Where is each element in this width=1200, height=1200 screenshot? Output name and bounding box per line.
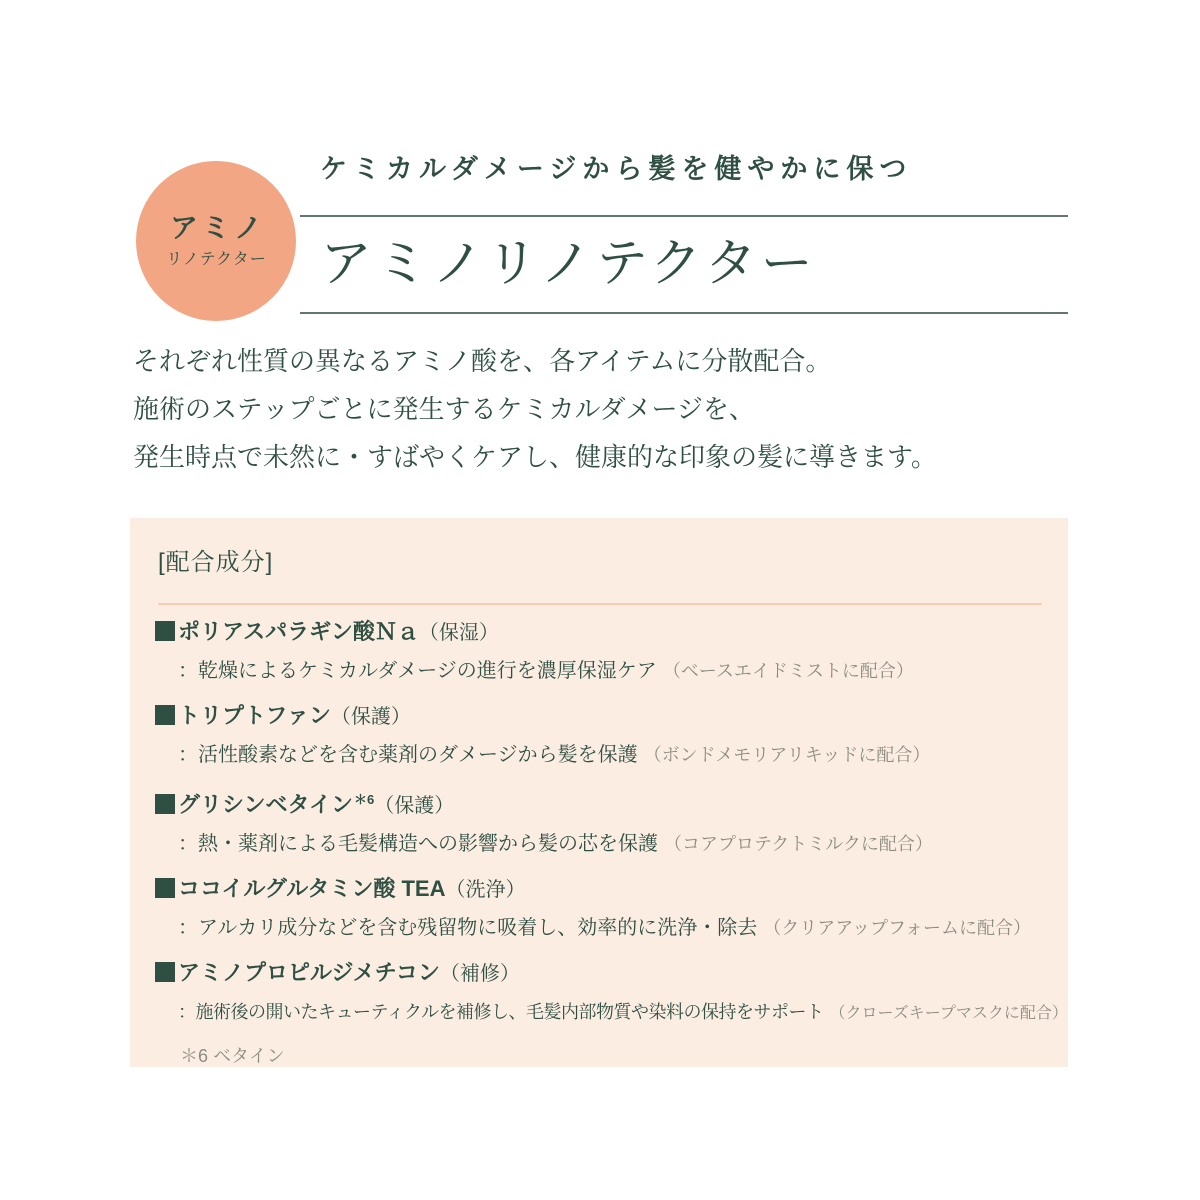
badge-subtitle: リノテクター (166, 251, 267, 268)
ingredients-box (130, 518, 1068, 1067)
ingredient-category: （補修） (439, 963, 520, 985)
intro-line: 施術のステップごとに発生するケミカルダメージを、 (133, 394, 755, 424)
ingredient-name: グリシンベタイン (178, 792, 354, 817)
ingredient-name: トリプトファン (178, 703, 331, 728)
product-badge (136, 161, 296, 321)
ingredients-divider (158, 603, 1042, 605)
ingredient-item (158, 958, 1068, 1028)
ingredient-header (155, 958, 1042, 991)
badge-title: アミノ (169, 212, 266, 243)
ingredient-product-note: （コアプロテクトミルクに配合） (664, 834, 933, 854)
ingredient-description (158, 998, 1068, 1028)
ingredient-description-text: ：乾燥によるケミカルダメージの進行を濃厚保湿ケア (178, 660, 657, 682)
ingredient-category: （洗浄） (445, 879, 526, 901)
bullet-square-icon (155, 878, 175, 898)
ingredient-description (158, 741, 1042, 769)
ingredient-header (155, 701, 1042, 734)
intro-paragraph (133, 337, 937, 481)
title-rule-bottom (300, 312, 1068, 314)
ingredient-name: ココイルグルタミン酸 TEA (178, 876, 446, 901)
ingredient-item (158, 617, 1042, 685)
ingredient-description-text: ：熱・薬剤による毛髪構造への影響から髪の芯を保護 (178, 833, 658, 855)
ingredient-category: （保護） (330, 706, 411, 728)
ingredient-product-note: （ベースエイドミストに配合） (662, 661, 914, 681)
page-title: アミノリノテクター (320, 236, 817, 293)
ingredient-footnote-marker: ＊6 (354, 792, 375, 807)
ingredient-item (158, 785, 1042, 858)
ingredient-category: （保湿） (418, 622, 499, 644)
ingredient-item (158, 874, 1042, 942)
ingredient-description-text: ：施術後の開いたキューティクルを補修し、毛髪内部物質や染料の保持をサポート (178, 1002, 824, 1022)
ingredient-description-text: ：活性酸素などを含む薬剤のダメージから髪を保護 (178, 744, 638, 766)
ingredient-product-note: （ボンドメモリアリキッドに配合） (643, 745, 931, 765)
ingredients-title: [配合成分] (158, 549, 274, 576)
ingredient-product-note: （クリアアップフォームに配合） (763, 918, 1032, 938)
ingredient-name: ポリアスパラギン酸Ｎａ (178, 619, 419, 644)
intro-line: 発生時点で未然に・すばやくケアし、健康的な印象の髪に導きます。 (133, 442, 937, 472)
ingredient-description (158, 657, 1042, 685)
bullet-square-icon (155, 705, 175, 725)
intro-line: それぞれ性質の異なるアミノ酸を、各アイテムに分散配合。 (133, 346, 832, 376)
ingredient-name: アミノプロピルジメチコン (178, 960, 440, 985)
eyebrow-heading: ケミカルダメージから髪を健やかに保つ (320, 154, 913, 184)
ingredient-header (155, 617, 1042, 650)
ingredient-description (158, 830, 1042, 858)
ingredient-header (155, 785, 1042, 823)
ingredient-description (158, 914, 1042, 942)
footnote: ＊6 ベタイン (180, 1046, 285, 1066)
bullet-square-icon (155, 794, 175, 814)
ingredients-list (158, 617, 1068, 1028)
bullet-square-icon (155, 621, 175, 641)
ingredient-description-text: ：アルカリ成分などを含む残留物に吸着し、効率的に洗浄・除去 (178, 917, 758, 939)
ingredient-item (158, 701, 1042, 769)
ingredient-category: （保護） (374, 795, 455, 817)
ingredient-header (155, 874, 1042, 907)
bullet-square-icon (155, 962, 175, 982)
header-block (300, 150, 1068, 314)
ingredient-product-note: （クローズキープマスクに配合） (829, 1005, 1068, 1022)
